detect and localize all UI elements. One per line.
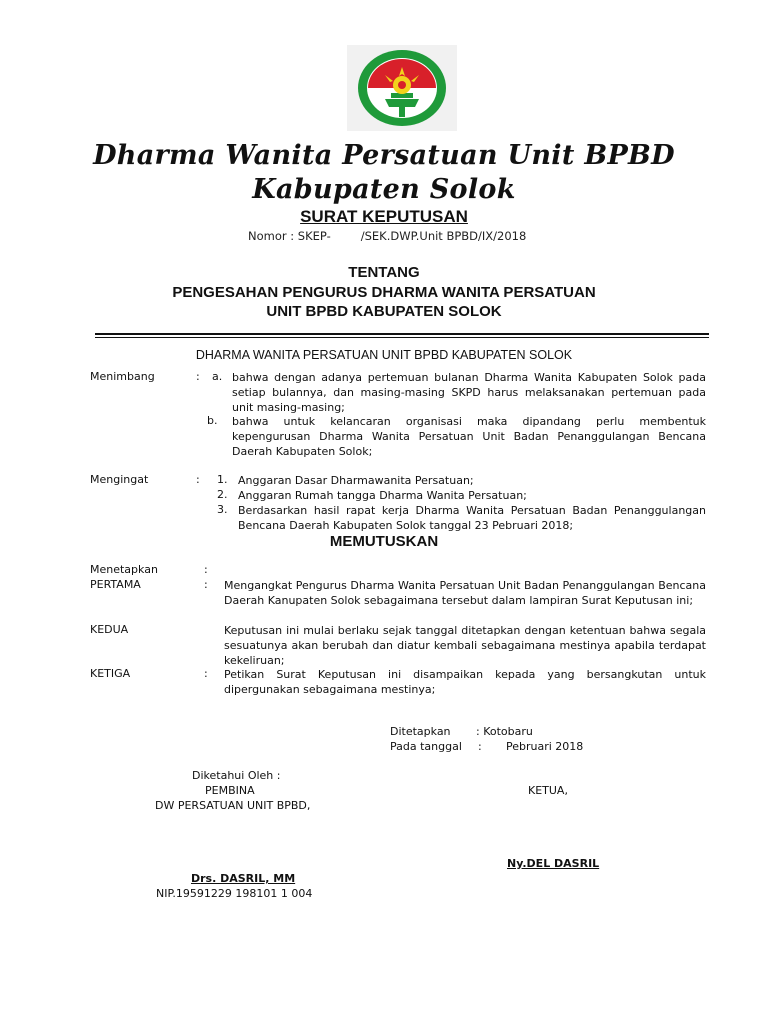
divider-thick xyxy=(95,333,709,335)
nomor-suffix: /SEK.DWP.Unit BPBD/IX/2018 xyxy=(360,229,527,243)
menimbang-item-b: bahwa untuk kelancaran organisasi maka dipandang perlu membentuk kepengurusan Dharma Wanita Persatuan Unit Badan Penanggulangan Bencana Daerah Kabupaten Solok; xyxy=(232,415,706,458)
document-number xyxy=(248,229,526,243)
divider-thin xyxy=(95,337,709,338)
document-type: SURAT KEPUTUSAN xyxy=(300,207,468,226)
mengingat-item-2: Anggaran Rumah tangga Dharma Wanita Persatuan; xyxy=(238,489,527,502)
diketahui-oleh: Diketahui Oleh : xyxy=(192,769,281,782)
dw-persatuan-title: DW PERSATUAN UNIT BPBD, xyxy=(155,799,311,812)
memutuskan-heading: MEMUTUSKAN xyxy=(329,533,439,550)
kedua-text: Keputusan ini mulai berlaku sejak tanggal ditetapkan dengan ketentuan bahwa segala sesuatunya akan berubah dan diatur kembali sebagaimana mestinya apabila terdapat kekeliruan; xyxy=(224,624,706,667)
mengingat-colon: : xyxy=(196,473,200,486)
logo-emblem-icon xyxy=(355,47,449,129)
org-title-line1: Dharma Wanita Persatuan Unit BPBD xyxy=(93,140,675,171)
pertama-label: PERTAMA xyxy=(90,578,141,591)
menimbang-item-a: bahwa dengan adanya pertemuan bulanan Dharma Wanita Kabupaten Solok pada setiap bulannya, dan masing-masing SKPD harus melaksanakan pertemuan pada unit masing-masing; xyxy=(232,371,706,414)
menimbang-colon: : xyxy=(196,370,200,383)
mengingat-marker-2: 2. xyxy=(217,488,228,501)
kedua-label: KEDUA xyxy=(90,623,129,636)
mengingat-label: Mengingat xyxy=(90,473,149,486)
title-line2: PENGESAHAN PENGURUS DHARMA WANITA PERSATUAN xyxy=(172,284,596,301)
pembina-title: PEMBINA xyxy=(205,784,255,797)
title-line3: UNIT BPBD KABUPATEN SOLOK xyxy=(266,303,502,320)
title-tentang: TENTANG xyxy=(348,264,420,281)
org-title-line2: Kabupaten Solok xyxy=(252,174,516,205)
ketiga-colon: : xyxy=(204,667,208,680)
tanggal-label: Pada tanggal xyxy=(390,740,462,753)
tanggal-colon: : xyxy=(478,740,482,753)
menimbang-marker-a: a. xyxy=(212,370,223,383)
mengingat-marker-1: 1. xyxy=(217,473,228,486)
nomor-label: Nomor : SKEP- xyxy=(248,229,331,243)
ketua-name: Ny.DEL DASRIL xyxy=(507,857,600,870)
menimbang-marker-b: b. xyxy=(207,414,218,427)
pembina-name: Drs. DASRIL, MM xyxy=(191,872,296,885)
tanggal-value: Pebruari 2018 xyxy=(506,740,584,753)
ketiga-label: KETIGA xyxy=(90,667,131,680)
ketiga-text: Petikan Surat Keputusan ini disampaikan kepada yang bersangkutan untuk dipergunakan sebagaimana mestinya; xyxy=(224,668,706,696)
mengingat-item-1: Anggaran Dasar Dharmawanita Persatuan; xyxy=(238,474,474,487)
pertama-text: Mengangkat Pengurus Dharma Wanita Persatuan Unit Badan Penanggulangan Bencana Daerah Kanupaten Solok sebagaimana tersebut dalam lampiran Surat Keputusan ini; xyxy=(224,579,706,607)
dharma-wanita-logo xyxy=(347,45,457,131)
ditetapkan-value: : Kotobaru xyxy=(476,725,533,738)
mengingat-item-3: Berdasarkan hasil rapat kerja Dharma Wanita Persatuan Badan Penanggulangan Bencana Daerah Kabupaten Solok tanggal 23 Pebruari 2018; xyxy=(238,504,706,532)
subheading: DHARMA WANITA PERSATUAN UNIT BPBD KABUPATEN SOLOK xyxy=(195,348,573,362)
ditetapkan-label: Ditetapkan xyxy=(390,725,451,738)
pertama-colon: : xyxy=(204,578,208,591)
menetapkan-label: Menetapkan xyxy=(90,563,158,576)
menetapkan-colon: : xyxy=(204,563,208,576)
ketua-title: KETUA, xyxy=(528,784,568,797)
mengingat-marker-3: 3. xyxy=(217,503,228,516)
pembina-nip: NIP.19591229 198101 1 004 xyxy=(156,887,313,900)
menimbang-label: Menimbang xyxy=(90,370,155,383)
